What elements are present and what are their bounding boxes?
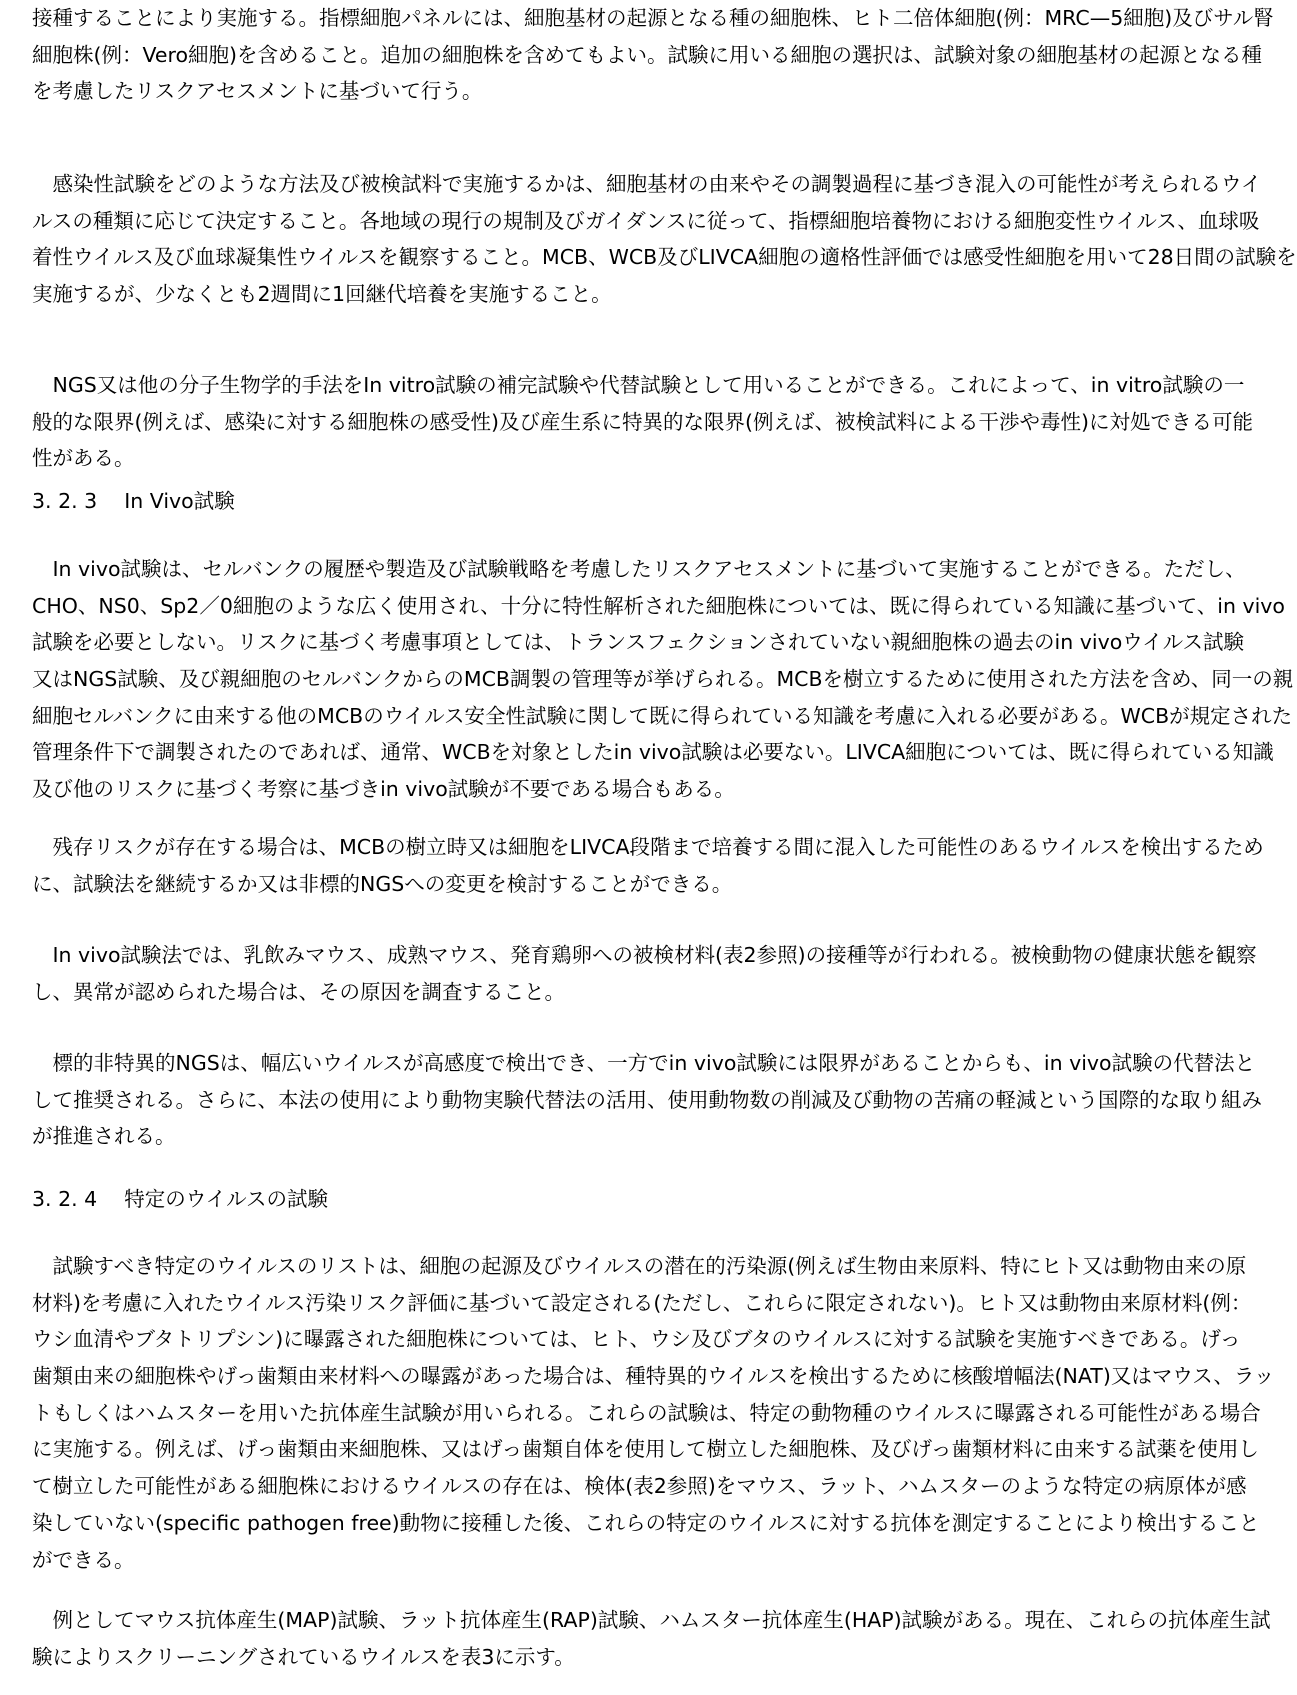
text-line: 標的非特異的NGSは、幅広いウイルスが高感度で検出でき、一方でin vivo試験には限界があることからも、in vivo試験の代替法と bbox=[32, 1051, 1256, 1075]
text-line: に実施する。例えば、げっ歯類由来細胞株、又はげっ歯類自体を使用して樹立した細胞株、及びげっ歯類材料に由来する試薬を使用し bbox=[32, 1437, 1259, 1462]
text-line: して推奨される。さらに、本法の使用により動物実験代替法の活用、使用動物数の削減及び動物の苦痛の軽減という国際的な取り組み bbox=[32, 1087, 1262, 1112]
text-line: NGS又は他の分子生物学的手法をIn vitro試験の補完試験や代替試験として用いることができる。これによって、in vitro試験の一 bbox=[32, 373, 1245, 397]
text-line: 感染性試験をどのような方法及び被検試料で実施するかは、細胞基材の由来やその調製過程に基づき混入の可能性が考えられるウイ bbox=[32, 172, 1262, 196]
paragraph bbox=[32, 166, 1297, 313]
text-line: 材料)を考慮に入れたウイルス汚染リスク評価に基づいて設定される(ただし、これらに限定されない)。ヒト又は動物由来原材料(例： bbox=[32, 1290, 1252, 1315]
text-line: 試験すべき特定のウイルスのリストは、細胞の起源及びウイルスの潜在的汚染源(例えば生物由来原料、特にヒト又は動物由来の原 bbox=[32, 1254, 1247, 1278]
section-heading bbox=[32, 483, 1152, 520]
paragraph bbox=[32, 551, 1294, 808]
text-line: 験によりスクリーニングされているウイルスを表3に示す。 bbox=[32, 1644, 575, 1669]
text-line: 実施するが、少なくとも2週間に1回継代培養を実施すること。 bbox=[32, 282, 612, 307]
text-line: 接種することにより実施する。指標細胞パネルには、細胞基材の起源となる種の細胞株、ヒト二倍体細胞(例：MRC—5細胞)及びサル腎 bbox=[32, 6, 1274, 30]
text-line: ルスの種類に応じて決定すること。各地域の現行の規制及びガイダンスに従って、指標細胞培養物における細胞変性ウイルス、血球吸 bbox=[32, 208, 1260, 233]
text-line: CHO、NS0、Sp2／0細胞のような広く使用され、十分に特性解析された細胞株については、既に得られている知識に基づいて、in vivo bbox=[32, 593, 1285, 618]
text-line: し、異常が認められた場合は、その原因を調査すること。 bbox=[32, 979, 565, 1004]
paragraph bbox=[32, 829, 1264, 902]
text-line: トもしくはハムスターを用いた抗体産生試験が用いられる。これらの試験は、特定の動物種のウイルスに曝露される可能性がある場合 bbox=[32, 1400, 1261, 1425]
text-line: 細胞株(例：Vero細胞)を含めること。追加の細胞株を含めてもよい。試験に用いる細胞の選択は、試験対象の細胞基材の起源となる種 bbox=[32, 42, 1263, 67]
text-line: 3. 2. 4 特定のウイルスの試験 bbox=[32, 1187, 328, 1211]
text-line: 試験を必要としない。リスクに基づく考慮事項としては、トランスフェクションされていない親細胞株の過去のin vivoウイルス試験 bbox=[32, 630, 1245, 655]
text-line: 3. 2. 3 In Vivo試験 bbox=[32, 489, 235, 513]
text-line: 管理条件下で調製されたのであれば、通常、WCBを対象としたin vivo試験は必要ない。LIVCA細胞については、既に得られている知識 bbox=[32, 740, 1274, 765]
text-line: ができる。 bbox=[32, 1547, 135, 1572]
paragraph bbox=[32, 0, 1274, 110]
text-line: 性がある。 bbox=[32, 446, 135, 471]
paragraph bbox=[32, 1602, 1271, 1675]
text-line: 細胞セルバンクに由来する他のMCBのウイルス安全性試験に関して既に得られている知識を考慮に入れる必要がある。WCBが規定された bbox=[32, 703, 1293, 728]
text-line: 般的な限界(例えば、感染に対する細胞株の感受性)及び産生系に特異的な限界(例えば、被検試料による干渉や毒性)に対処できる可能 bbox=[32, 409, 1253, 434]
text-line: In vivo試験法では、乳飲みマウス、成熟マウス、発育鶏卵への被検材料(表2参照)の接種等が行われる。被検動物の健康状態を観察 bbox=[32, 943, 1257, 967]
text-line: 染していない(specific pathogen free)動物に接種した後、これらの特定のウイルスに対する抗体を測定することにより検出すること bbox=[32, 1510, 1260, 1535]
section-heading bbox=[32, 1181, 1152, 1218]
paragraph bbox=[32, 1045, 1262, 1155]
paragraph bbox=[32, 367, 1253, 477]
text-line: In vivo試験は、セルバンクの履歴や製造及び試験戦略を考慮したリスクアセスメントに基づいて実施することができる。ただし、 bbox=[32, 557, 1246, 581]
text-line: 着性ウイルス及び血球凝集性ウイルスを観察すること。MCB、WCB及びLIVCA細胞の適格性評価では感受性細胞を用いて28日間の試験を bbox=[32, 245, 1297, 270]
text-line: ウシ血清やブタトリプシン)に曝露された細胞株については、ヒト、ウシ及びブタのウイルスに対する試験を実施すべきである。げっ bbox=[32, 1327, 1241, 1352]
paragraph bbox=[32, 1248, 1275, 1578]
text-line: が推進される。 bbox=[32, 1124, 176, 1149]
paragraph bbox=[32, 937, 1257, 1010]
text-line: 及び他のリスクに基づく考察に基づきin vivo試験が不要である場合もある。 bbox=[32, 777, 735, 802]
text-line: 又はNGS試験、及び親細胞のセルバンクからのMCB調製の管理等が挙げられる。MCBを樹立するために使用された方法を含め、同一の親 bbox=[32, 667, 1294, 692]
text-line: を考慮したリスクアセスメントに基づいて行う。 bbox=[32, 79, 483, 104]
text-line: て樹立した可能性がある細胞株におけるウイルスの存在は、検体(表2参照)をマウス、ラット、ハムスターのような特定の病原体が感 bbox=[32, 1474, 1247, 1499]
text-line: 残存リスクが存在する場合は、MCBの樹立時又は細胞をLIVCA段階まで培養する間に混入した可能性のあるウイルスを検出するため bbox=[32, 835, 1264, 859]
text-line: 例としてマウス抗体産生(MAP)試験、ラット抗体産生(RAP)試験、ハムスター抗体産生(HAP)試験がある。現在、これらの抗体産生試 bbox=[32, 1608, 1271, 1632]
text-line: 歯類由来の細胞株やげっ歯類由来材料への曝露があった場合は、種特異的ウイルスを検出するために核酸増幅法(NAT)又はマウス、ラッ bbox=[32, 1364, 1275, 1389]
text-line: に、試験法を継続するか又は非標的NGSへの変更を検討することができる。 bbox=[32, 871, 733, 896]
